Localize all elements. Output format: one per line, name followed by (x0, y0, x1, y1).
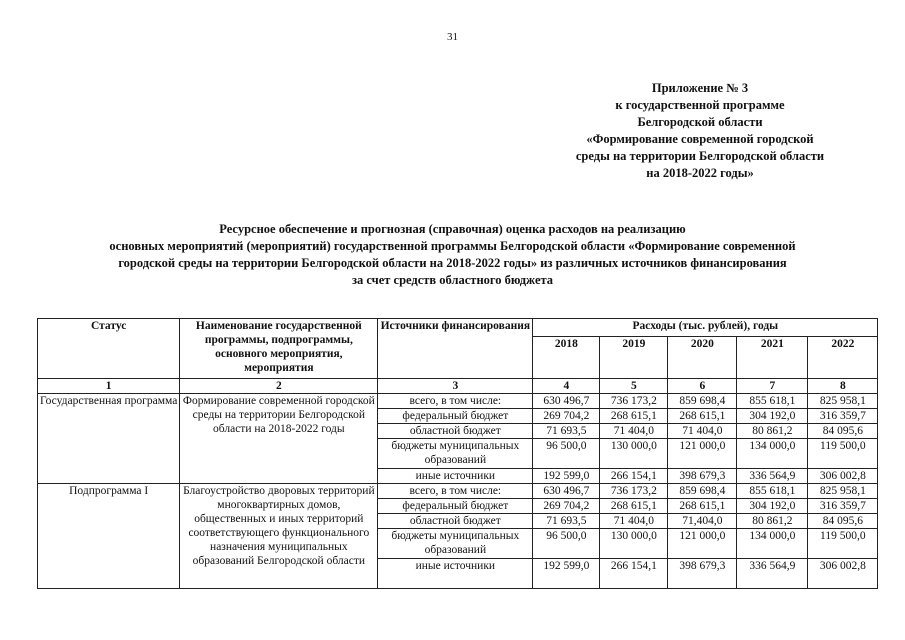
appendix-line: Белгородской области (637, 115, 763, 129)
header-year: 2021 (737, 337, 808, 379)
column-number: 6 (668, 379, 737, 394)
value-cell: 859 698,4 (668, 484, 737, 499)
title-line: за счет средств областного бюджета (351, 273, 554, 287)
value-cell: 316 359,7 (808, 499, 878, 514)
value-cell: 134 000,0 (737, 529, 808, 559)
source-cell: федеральный бюджет (378, 409, 533, 424)
value-cell: 269 704,2 (533, 409, 600, 424)
value-cell: 80 861,2 (737, 424, 808, 439)
value-cell: 71 404,0 (668, 424, 737, 439)
appendix-line: «Формирование современной городской (586, 132, 814, 146)
source-cell: областной бюджет (378, 514, 533, 529)
value-cell: 630 496,7 (533, 394, 600, 409)
value-cell: 71 404,0 (600, 514, 668, 529)
column-number: 3 (378, 379, 533, 394)
value-cell: 84 095,6 (808, 514, 878, 529)
title-line: основных мероприятий (мероприятий) государственной программы Белгородской области «Формирование современной (109, 239, 796, 253)
header-year: 2020 (668, 337, 737, 379)
table-row (38, 484, 878, 499)
value-cell: 336 564,9 (737, 469, 808, 484)
value-cell: 304 192,0 (737, 409, 808, 424)
value-cell: 268 615,1 (668, 499, 737, 514)
value-cell: 336 564,9 (737, 559, 808, 589)
page-number: 31 (447, 31, 458, 43)
value-cell: 121 000,0 (668, 439, 737, 469)
source-cell: иные источники (378, 469, 533, 484)
table-row (38, 394, 878, 409)
header-expenses: Расходы (тыс. рублей), годы (533, 319, 878, 337)
appendix-line: к государственной программе (615, 98, 785, 112)
header-sources: Источники финансирования (378, 319, 533, 379)
column-number: 7 (737, 379, 808, 394)
value-cell: 192 599,0 (533, 469, 600, 484)
source-cell: бюджеты муниципальных образований (378, 439, 533, 469)
header-year: 2018 (533, 337, 600, 379)
source-cell: областной бюджет (378, 424, 533, 439)
header-status: Статус (38, 319, 180, 379)
value-cell: 316 359,7 (808, 409, 878, 424)
value-cell: 266 154,1 (600, 559, 668, 589)
header-name: Наименование государственной программы, подпрограммы, основного мероприятия, мероприятия (180, 319, 378, 379)
status-cell: Подпрограмма I (38, 484, 180, 589)
value-cell: 84 095,6 (808, 424, 878, 439)
column-number: 5 (600, 379, 668, 394)
title-line: городской среды на территории Белгородской области на 2018-2022 годы» из различных источников финансирования (118, 256, 787, 270)
value-cell: 855 618,1 (737, 484, 808, 499)
value-cell: 71 693,5 (533, 424, 600, 439)
source-cell: иные источники (378, 559, 533, 589)
program-name-cell: Благоустройство дворовых территорий многоквартирных домов, общественных и иных территорий соответствующего функционального назначения муниципальных образований Белгородской области (180, 484, 378, 589)
value-cell: 266 154,1 (600, 469, 668, 484)
value-cell: 134 000,0 (737, 439, 808, 469)
value-cell: 304 192,0 (737, 499, 808, 514)
value-cell: 398 679,3 (668, 469, 737, 484)
value-cell: 130 000,0 (600, 439, 668, 469)
value-cell: 736 173,2 (600, 484, 668, 499)
source-cell: всего, в том числе: (378, 484, 533, 499)
value-cell: 268 615,1 (600, 499, 668, 514)
value-cell: 825 958,1 (808, 394, 878, 409)
value-cell: 96 500,0 (533, 529, 600, 559)
column-number: 1 (38, 379, 180, 394)
column-number: 2 (180, 379, 378, 394)
value-cell: 71 693,5 (533, 514, 600, 529)
value-cell: 398 679,3 (668, 559, 737, 589)
value-cell: 269 704,2 (533, 499, 600, 514)
source-cell: федеральный бюджет (378, 499, 533, 514)
header-year: 2019 (600, 337, 668, 379)
value-cell: 192 599,0 (533, 559, 600, 589)
resources-table (37, 318, 878, 589)
value-cell: 630 496,7 (533, 484, 600, 499)
program-name-cell: Формирование современной городской среды на территории Белгородской области на 2018-2022 годы (180, 394, 378, 484)
value-cell: 268 615,1 (668, 409, 737, 424)
value-cell: 306 002,8 (808, 469, 878, 484)
title-line: Ресурсное обеспечение и прогнозная (справочная) оценка расходов на реализацию (219, 222, 686, 236)
value-cell: 130 000,0 (600, 529, 668, 559)
value-cell: 736 173,2 (600, 394, 668, 409)
value-cell: 825 958,1 (808, 484, 878, 499)
value-cell: 121 000,0 (668, 529, 737, 559)
value-cell: 268 615,1 (600, 409, 668, 424)
value-cell: 855 618,1 (737, 394, 808, 409)
value-cell: 306 002,8 (808, 559, 878, 589)
source-cell: всего, в том числе: (378, 394, 533, 409)
appendix-line: Приложение № 3 (651, 81, 749, 95)
header-year: 2022 (808, 337, 878, 379)
column-number: 4 (533, 379, 600, 394)
value-cell: 119 500,0 (808, 439, 878, 469)
value-cell: 119 500,0 (808, 529, 878, 559)
status-cell: Государственная программа (38, 394, 180, 484)
value-cell: 859 698,4 (668, 394, 737, 409)
column-number: 8 (808, 379, 878, 394)
value-cell: 71,404,0 (668, 514, 737, 529)
appendix-line: на 2018-2022 годы» (646, 166, 754, 180)
value-cell: 71 404,0 (600, 424, 668, 439)
value-cell: 96 500,0 (533, 439, 600, 469)
source-cell: бюджеты муниципальных образований (378, 529, 533, 559)
appendix-header (540, 80, 860, 182)
value-cell: 80 861,2 (737, 514, 808, 529)
appendix-line: среды на территории Белгородской области (575, 149, 825, 163)
document-title (30, 221, 875, 289)
